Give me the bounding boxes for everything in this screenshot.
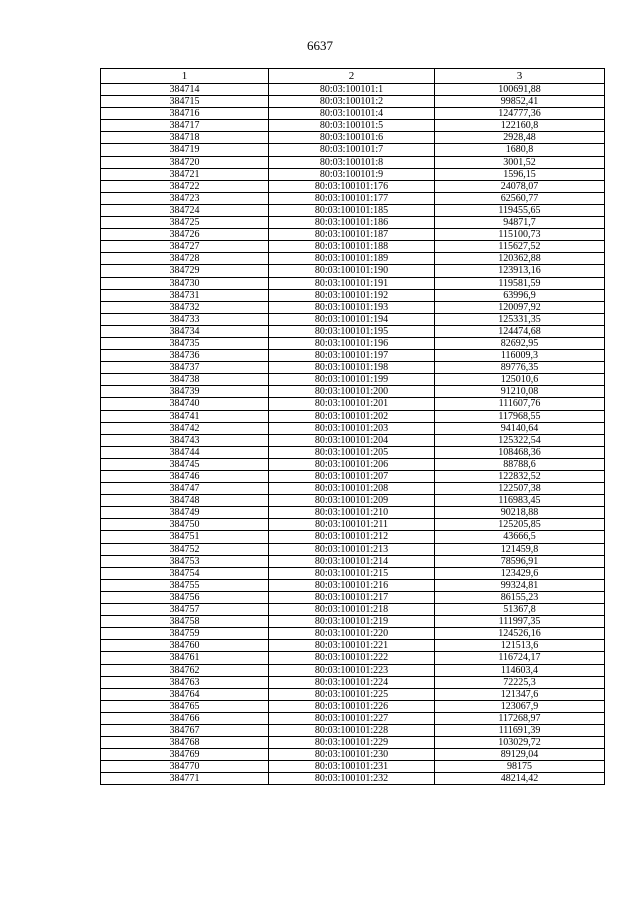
- value-cell: 111607,76: [435, 398, 605, 410]
- table-row: [101, 676, 605, 688]
- cadastral-number-cell: 80:03:100101:209: [269, 495, 435, 507]
- value-cell: 63996,9: [435, 289, 605, 301]
- table-row: [101, 144, 605, 156]
- table-row: [101, 652, 605, 664]
- cadastral-number-cell: 80:03:100101:202: [269, 410, 435, 422]
- value-cell: 72225,3: [435, 676, 605, 688]
- cadastral-number-cell: 80:03:100101:191: [269, 277, 435, 289]
- value-cell: 124777,36: [435, 108, 605, 120]
- table-row: [101, 507, 605, 519]
- row-number-cell: 384741: [101, 410, 269, 422]
- value-cell: 62560,77: [435, 192, 605, 204]
- table-row: [101, 519, 605, 531]
- value-cell: 125322,54: [435, 434, 605, 446]
- table-row: [101, 337, 605, 349]
- table-row: [101, 749, 605, 761]
- table-row: [101, 604, 605, 616]
- table-row: [101, 688, 605, 700]
- value-cell: 124474,68: [435, 325, 605, 337]
- row-number-cell: 384753: [101, 555, 269, 567]
- cadastral-number-cell: 80:03:100101:213: [269, 543, 435, 555]
- cadastral-number-cell: 80:03:100101:2: [269, 96, 435, 108]
- cadastral-number-cell: 80:03:100101:226: [269, 700, 435, 712]
- cadastral-number-cell: 80:03:100101:230: [269, 749, 435, 761]
- value-cell: 119455,65: [435, 204, 605, 216]
- value-cell: 86155,23: [435, 591, 605, 603]
- cadastral-number-cell: 80:03:100101:177: [269, 192, 435, 204]
- row-number-cell: 384716: [101, 108, 269, 120]
- row-number-cell: 384765: [101, 700, 269, 712]
- row-number-cell: 384748: [101, 495, 269, 507]
- table-row: [101, 350, 605, 362]
- row-number-cell: 384742: [101, 422, 269, 434]
- value-cell: 121459,8: [435, 543, 605, 555]
- cadastral-number-cell: 80:03:100101:225: [269, 688, 435, 700]
- row-number-cell: 384757: [101, 604, 269, 616]
- cadastral-number-cell: 80:03:100101:198: [269, 362, 435, 374]
- row-number-cell: 384720: [101, 156, 269, 168]
- table-row: [101, 567, 605, 579]
- value-cell: 82692,95: [435, 337, 605, 349]
- table-row: [101, 204, 605, 216]
- cadastral-number-cell: 80:03:100101:228: [269, 724, 435, 736]
- value-cell: 3001,52: [435, 156, 605, 168]
- cadastral-number-cell: 80:03:100101:197: [269, 350, 435, 362]
- cadastral-number-cell: 80:03:100101:217: [269, 591, 435, 603]
- page-number: 6637: [307, 38, 333, 53]
- table-row: [101, 277, 605, 289]
- cadastral-number-cell: 80:03:100101:199: [269, 374, 435, 386]
- value-cell: 111691,39: [435, 724, 605, 736]
- row-number-cell: 384714: [101, 84, 269, 96]
- table-row: [101, 555, 605, 567]
- value-cell: 115627,52: [435, 241, 605, 253]
- table-row: [101, 398, 605, 410]
- cadastral-number-cell: 80:03:100101:211: [269, 519, 435, 531]
- table-row: [101, 132, 605, 144]
- table-row: [101, 640, 605, 652]
- value-cell: 94140,64: [435, 422, 605, 434]
- table-row: [101, 531, 605, 543]
- value-cell: 125205,85: [435, 519, 605, 531]
- cadastral-number-cell: 80:03:100101:190: [269, 265, 435, 277]
- value-cell: 78596,91: [435, 555, 605, 567]
- table-row: [101, 241, 605, 253]
- row-number-cell: 384752: [101, 543, 269, 555]
- value-cell: 120362,88: [435, 253, 605, 265]
- table-row: [101, 217, 605, 229]
- table-row: [101, 301, 605, 313]
- table-row: [101, 180, 605, 192]
- table-row: [101, 84, 605, 96]
- value-cell: 122832,52: [435, 471, 605, 483]
- row-number-cell: 384767: [101, 724, 269, 736]
- value-cell: 90218,88: [435, 507, 605, 519]
- table-row: [101, 591, 605, 603]
- cadastral-number-cell: 80:03:100101:227: [269, 712, 435, 724]
- cadastral-number-cell: 80:03:100101:203: [269, 422, 435, 434]
- cadastral-number-cell: 80:03:100101:212: [269, 531, 435, 543]
- data-table: [100, 68, 605, 785]
- row-number-cell: 384759: [101, 628, 269, 640]
- cadastral-number-cell: 80:03:100101:8: [269, 156, 435, 168]
- table-row: [101, 386, 605, 398]
- value-cell: 48214,42: [435, 773, 605, 785]
- row-number-cell: 384750: [101, 519, 269, 531]
- value-cell: 115100,73: [435, 229, 605, 241]
- table-row: [101, 483, 605, 495]
- row-number-cell: 384754: [101, 567, 269, 579]
- value-cell: 125010,6: [435, 374, 605, 386]
- cadastral-number-cell: 80:03:100101:204: [269, 434, 435, 446]
- table-row: [101, 616, 605, 628]
- cadastral-number-cell: 80:03:100101:220: [269, 628, 435, 640]
- value-cell: 1596,15: [435, 168, 605, 180]
- table-row: [101, 313, 605, 325]
- value-cell: 98175: [435, 761, 605, 773]
- row-number-cell: 384746: [101, 471, 269, 483]
- table-row: [101, 700, 605, 712]
- cadastral-number-cell: 80:03:100101:176: [269, 180, 435, 192]
- value-cell: 123913,16: [435, 265, 605, 277]
- value-cell: 51367,8: [435, 604, 605, 616]
- row-number-cell: 384763: [101, 676, 269, 688]
- value-cell: 121513,6: [435, 640, 605, 652]
- row-number-cell: 384718: [101, 132, 269, 144]
- table-row: [101, 265, 605, 277]
- row-number-cell: 384722: [101, 180, 269, 192]
- row-number-cell: 384737: [101, 362, 269, 374]
- value-cell: 116724,17: [435, 652, 605, 664]
- cadastral-number-cell: 80:03:100101:185: [269, 204, 435, 216]
- cadastral-number-cell: 80:03:100101:208: [269, 483, 435, 495]
- table-row: [101, 543, 605, 555]
- table-body: [101, 84, 605, 785]
- row-number-cell: 384747: [101, 483, 269, 495]
- column-header-3: 3: [435, 69, 605, 84]
- row-number-cell: 384719: [101, 144, 269, 156]
- row-number-cell: 384733: [101, 313, 269, 325]
- value-cell: 123067,9: [435, 700, 605, 712]
- table-row: [101, 737, 605, 749]
- table-row: [101, 628, 605, 640]
- row-number-cell: 384771: [101, 773, 269, 785]
- value-cell: 89129,04: [435, 749, 605, 761]
- value-cell: 89776,35: [435, 362, 605, 374]
- row-number-cell: 384761: [101, 652, 269, 664]
- column-header-2: 2: [269, 69, 435, 84]
- row-number-cell: 384723: [101, 192, 269, 204]
- cadastral-number-cell: 80:03:100101:205: [269, 446, 435, 458]
- row-number-cell: 384738: [101, 374, 269, 386]
- value-cell: 1680,8: [435, 144, 605, 156]
- cadastral-number-cell: 80:03:100101:187: [269, 229, 435, 241]
- table-row: [101, 724, 605, 736]
- cadastral-number-cell: 80:03:100101:5: [269, 120, 435, 132]
- cadastral-number-cell: 80:03:100101:222: [269, 652, 435, 664]
- cadastral-number-cell: 80:03:100101:4: [269, 108, 435, 120]
- cadastral-number-cell: 80:03:100101:195: [269, 325, 435, 337]
- cadastral-number-cell: 80:03:100101:219: [269, 616, 435, 628]
- row-number-cell: 384727: [101, 241, 269, 253]
- cadastral-number-cell: 80:03:100101:232: [269, 773, 435, 785]
- cadastral-number-cell: 80:03:100101:188: [269, 241, 435, 253]
- table-row: [101, 325, 605, 337]
- row-number-cell: 384764: [101, 688, 269, 700]
- row-number-cell: 384735: [101, 337, 269, 349]
- value-cell: 120097,92: [435, 301, 605, 313]
- table-row: [101, 108, 605, 120]
- row-number-cell: 384760: [101, 640, 269, 652]
- cadastral-number-cell: 80:03:100101:223: [269, 664, 435, 676]
- cadastral-number-cell: 80:03:100101:186: [269, 217, 435, 229]
- value-cell: 124526,16: [435, 628, 605, 640]
- value-cell: 117968,55: [435, 410, 605, 422]
- row-number-cell: 384751: [101, 531, 269, 543]
- table-row: [101, 229, 605, 241]
- row-number-cell: 384734: [101, 325, 269, 337]
- cadastral-number-cell: 80:03:100101:215: [269, 567, 435, 579]
- table-row: [101, 192, 605, 204]
- value-cell: 108468,36: [435, 446, 605, 458]
- row-number-cell: 384768: [101, 737, 269, 749]
- table-row: [101, 471, 605, 483]
- row-number-cell: 384731: [101, 289, 269, 301]
- row-number-cell: 384756: [101, 591, 269, 603]
- row-number-cell: 384758: [101, 616, 269, 628]
- cadastral-number-cell: 80:03:100101:229: [269, 737, 435, 749]
- row-number-cell: 384730: [101, 277, 269, 289]
- column-header-1: 1: [101, 69, 269, 84]
- cadastral-number-cell: 80:03:100101:231: [269, 761, 435, 773]
- value-cell: 103029,72: [435, 737, 605, 749]
- row-number-cell: 384743: [101, 434, 269, 446]
- cadastral-number-cell: 80:03:100101:207: [269, 471, 435, 483]
- row-number-cell: 384770: [101, 761, 269, 773]
- cadastral-number-cell: 80:03:100101:201: [269, 398, 435, 410]
- value-cell: 122160,8: [435, 120, 605, 132]
- value-cell: 99852,41: [435, 96, 605, 108]
- cadastral-number-cell: 80:03:100101:193: [269, 301, 435, 313]
- cadastral-number-cell: 80:03:100101:224: [269, 676, 435, 688]
- table-row: [101, 458, 605, 470]
- cadastral-number-cell: 80:03:100101:192: [269, 289, 435, 301]
- cadastral-number-cell: 80:03:100101:221: [269, 640, 435, 652]
- row-number-cell: 384740: [101, 398, 269, 410]
- row-number-cell: 384762: [101, 664, 269, 676]
- value-cell: 119581,59: [435, 277, 605, 289]
- cadastral-number-cell: 80:03:100101:200: [269, 386, 435, 398]
- value-cell: 94871,7: [435, 217, 605, 229]
- value-cell: 91210,08: [435, 386, 605, 398]
- cadastral-number-cell: 80:03:100101:218: [269, 604, 435, 616]
- table-row: [101, 168, 605, 180]
- value-cell: 88788,6: [435, 458, 605, 470]
- row-number-cell: 384724: [101, 204, 269, 216]
- table-row: [101, 773, 605, 785]
- table-row: [101, 120, 605, 132]
- value-cell: 111997,35: [435, 616, 605, 628]
- table-row: [101, 289, 605, 301]
- table-row: [101, 374, 605, 386]
- cadastral-number-cell: 80:03:100101:196: [269, 337, 435, 349]
- value-cell: 114603,4: [435, 664, 605, 676]
- cadastral-number-cell: 80:03:100101:206: [269, 458, 435, 470]
- row-number-cell: 384745: [101, 458, 269, 470]
- cadastral-number-cell: 80:03:100101:7: [269, 144, 435, 156]
- row-number-cell: 384729: [101, 265, 269, 277]
- table-row: [101, 422, 605, 434]
- table-row: [101, 446, 605, 458]
- row-number-cell: 384717: [101, 120, 269, 132]
- row-number-cell: 384749: [101, 507, 269, 519]
- table-row: [101, 761, 605, 773]
- value-cell: 24078,07: [435, 180, 605, 192]
- cadastral-number-cell: 80:03:100101:1: [269, 84, 435, 96]
- row-number-cell: 384755: [101, 579, 269, 591]
- row-number-cell: 384736: [101, 350, 269, 362]
- cadastral-number-cell: 80:03:100101:194: [269, 313, 435, 325]
- table-header-row: [101, 69, 605, 84]
- row-number-cell: 384766: [101, 712, 269, 724]
- cadastral-number-cell: 80:03:100101:216: [269, 579, 435, 591]
- table-row: [101, 712, 605, 724]
- table-row: [101, 96, 605, 108]
- cadastral-number-cell: 80:03:100101:9: [269, 168, 435, 180]
- table-row: [101, 579, 605, 591]
- row-number-cell: 384725: [101, 217, 269, 229]
- cadastral-number-cell: 80:03:100101:189: [269, 253, 435, 265]
- table-row: [101, 664, 605, 676]
- row-number-cell: 384726: [101, 229, 269, 241]
- value-cell: 43666,5: [435, 531, 605, 543]
- row-number-cell: 384715: [101, 96, 269, 108]
- table-row: [101, 156, 605, 168]
- value-cell: 121347,6: [435, 688, 605, 700]
- table-row: [101, 362, 605, 374]
- value-cell: 123429,6: [435, 567, 605, 579]
- value-cell: 117268,97: [435, 712, 605, 724]
- row-number-cell: 384728: [101, 253, 269, 265]
- cadastral-number-cell: 80:03:100101:210: [269, 507, 435, 519]
- value-cell: 116009,3: [435, 350, 605, 362]
- row-number-cell: 384769: [101, 749, 269, 761]
- row-number-cell: 384739: [101, 386, 269, 398]
- value-cell: 125331,35: [435, 313, 605, 325]
- table-row: [101, 253, 605, 265]
- cadastral-number-cell: 80:03:100101:6: [269, 132, 435, 144]
- row-number-cell: 384744: [101, 446, 269, 458]
- value-cell: 99324,81: [435, 579, 605, 591]
- value-cell: 122507,38: [435, 483, 605, 495]
- value-cell: 100691,88: [435, 84, 605, 96]
- row-number-cell: 384721: [101, 168, 269, 180]
- cadastral-number-cell: 80:03:100101:214: [269, 555, 435, 567]
- table-row: [101, 495, 605, 507]
- value-cell: 2928,48: [435, 132, 605, 144]
- row-number-cell: 384732: [101, 301, 269, 313]
- table-row: [101, 410, 605, 422]
- value-cell: 116983,45: [435, 495, 605, 507]
- table-row: [101, 434, 605, 446]
